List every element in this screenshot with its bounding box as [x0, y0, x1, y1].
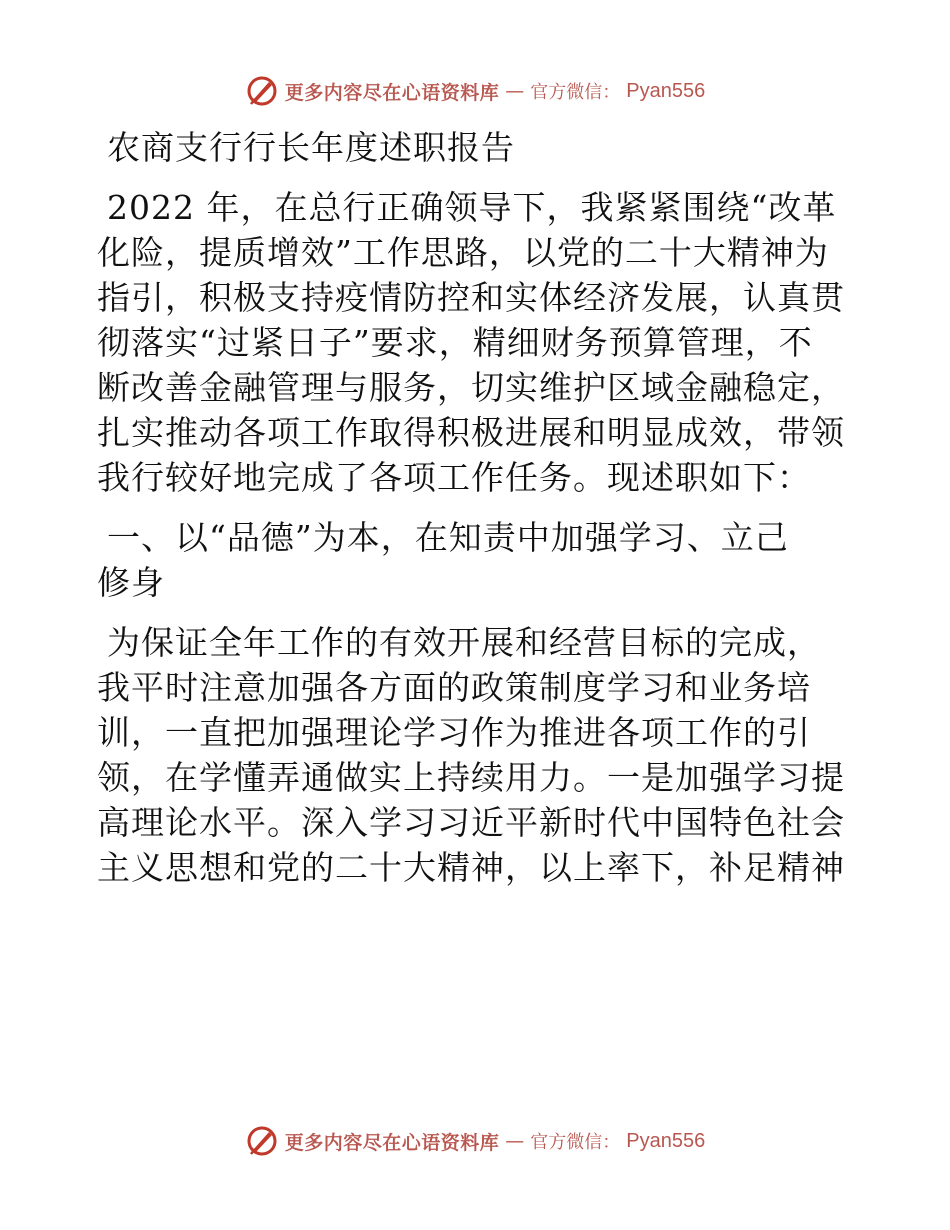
intro-line: 扎实推动各项工作取得积极进展和明显成效，带领	[97, 413, 845, 452]
section1-line: 为保证全年工作的有效开展和经营目标的完成，	[107, 623, 821, 662]
watermark-site-text: 更多内容尽在心语资料库	[284, 81, 500, 104]
section1-line: 我平时注意加强各方面的政策制度学习和业务培	[97, 668, 811, 707]
section1-line: 主义思想和党的二十大精神，以上率下，补足精神	[97, 848, 845, 887]
section1-heading-line: 修身	[97, 563, 165, 602]
section1-heading	[97, 515, 852, 605]
intro-line: 指引，积极支持疫情防控和实体经济发展，认真贯	[97, 278, 845, 317]
section1-line: 训，一直把加强理论学习作为推进各项工作的引	[97, 713, 811, 752]
intro-line: 我行较好地完成了各项工作任务。现述职如下：	[97, 458, 811, 497]
intro-line: 彻落实“过紧日子”要求，精细财务预算管理，不	[97, 323, 813, 362]
watermark-site-text: 更多内容尽在心语资料库	[284, 1131, 500, 1154]
footer-watermark	[0, 1121, 950, 1161]
section1-line: 高理论水平。深入学习习近平新时代中国特色社会	[97, 803, 845, 842]
watermark-wechat-id: Pyan556	[626, 79, 706, 102]
quill-pen-logo-icon	[245, 74, 279, 108]
section1-line: 领，在学懂弄通做实上持续用力。一是加强学习提	[97, 758, 845, 797]
intro-line: 2022 年，在总行正确领导下，我紧紧围绕“改革	[107, 188, 837, 227]
section1-heading-line: 一、以“品德”为本，在知责中加强学习、立己	[107, 518, 789, 557]
section1-paragraph	[97, 620, 852, 890]
watermark-wechat-label: 官方微信：	[530, 1132, 621, 1153]
intro-paragraph	[97, 185, 852, 500]
intro-line: 断改善金融管理与服务，切实维护区域金融稳定，	[97, 368, 845, 407]
watermark-wechat-id: Pyan556	[626, 1129, 706, 1152]
quill-pen-logo-icon	[245, 1124, 279, 1158]
document-title: 农商支行行长年度述职报告	[107, 128, 515, 167]
document-body	[97, 125, 852, 905]
watermark-wechat-label: 官方微信：	[530, 82, 621, 103]
header-watermark	[0, 71, 950, 111]
intro-line: 化险，提质增效”工作思路，以党的二十大精神为	[97, 233, 829, 272]
watermark-separator: —	[505, 1130, 525, 1152]
watermark-separator: —	[505, 80, 525, 102]
